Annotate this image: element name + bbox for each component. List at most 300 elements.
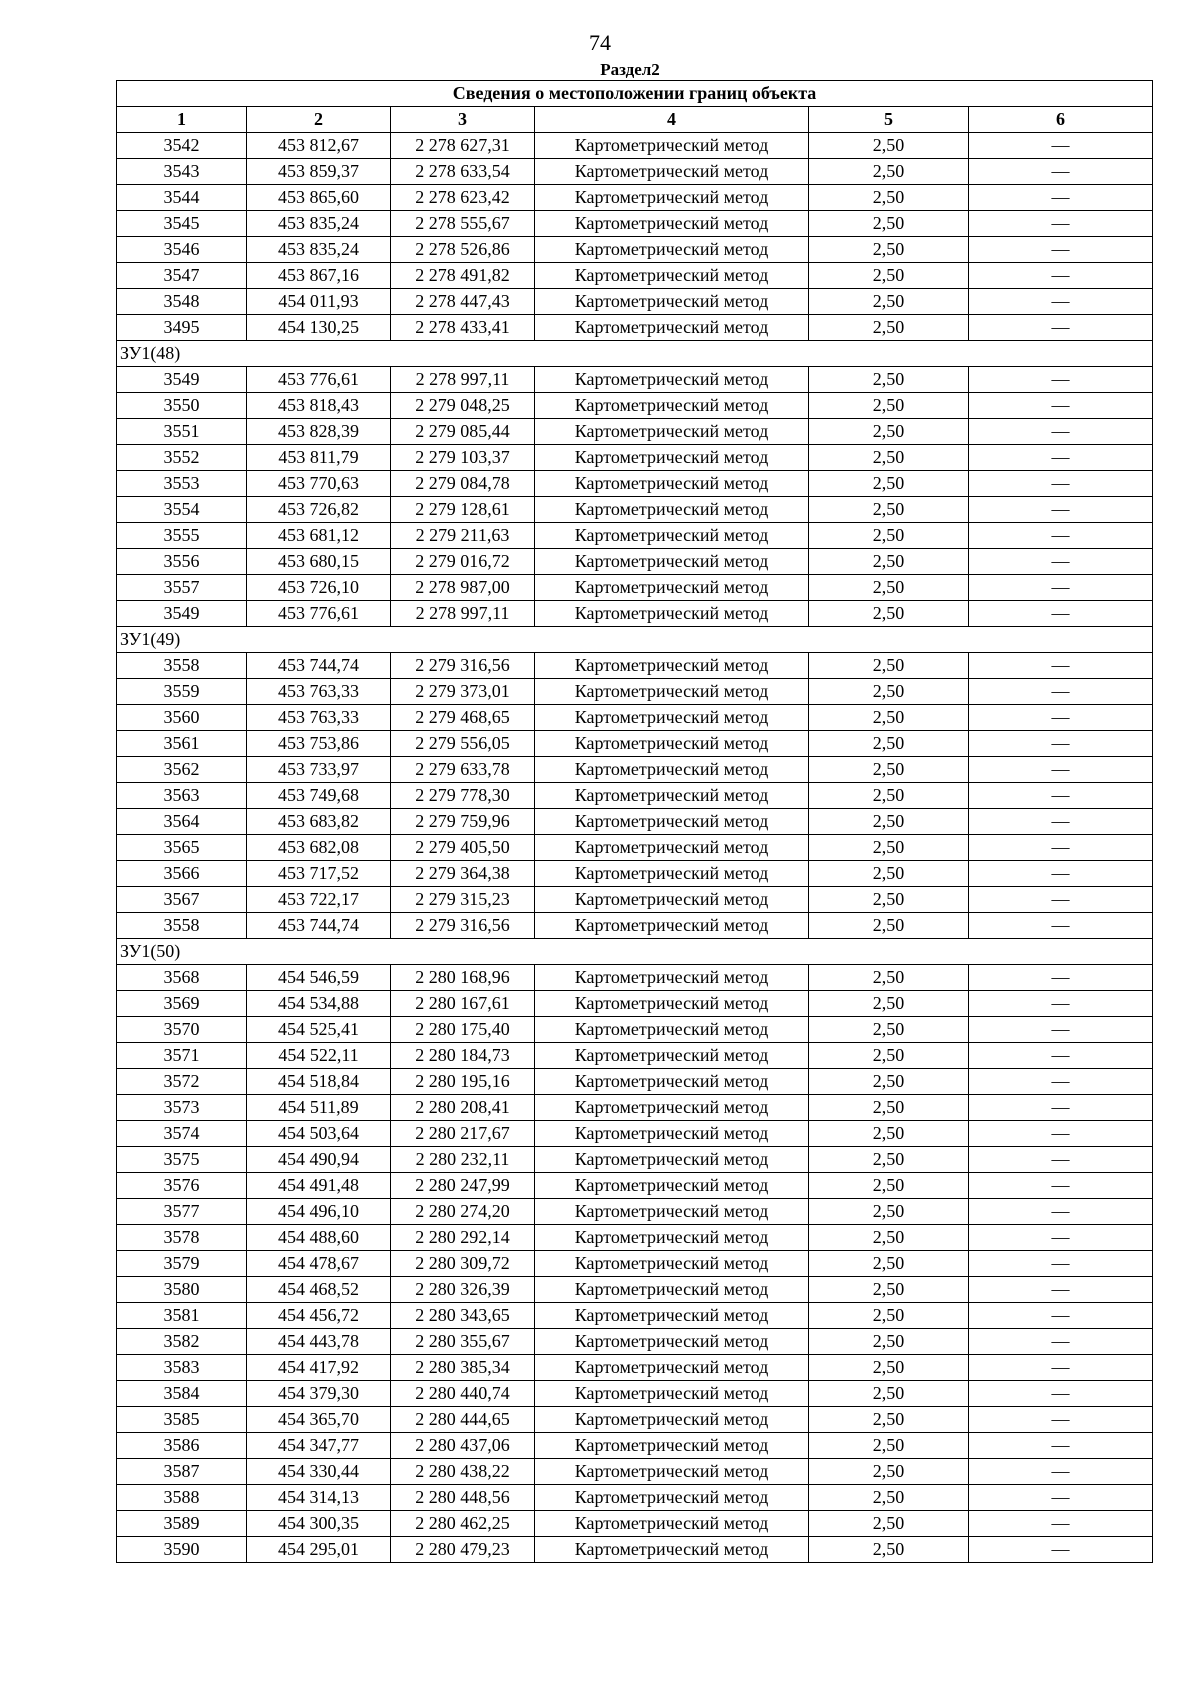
point-number-cell: 3578 (117, 1225, 247, 1251)
x-coordinate-cell: 454 365,70 (247, 1407, 391, 1433)
description-cell: — (969, 1199, 1153, 1225)
y-coordinate-cell: 2 280 217,67 (391, 1121, 535, 1147)
description-cell: — (969, 263, 1153, 289)
column-header-row (117, 107, 1153, 133)
accuracy-cell: 2,50 (809, 1069, 969, 1095)
accuracy-cell: 2,50 (809, 1485, 969, 1511)
description-cell: — (969, 523, 1153, 549)
point-number-cell: 3544 (117, 185, 247, 211)
point-number-cell: 3554 (117, 497, 247, 523)
x-coordinate-cell: 454 456,72 (247, 1303, 391, 1329)
accuracy-cell: 2,50 (809, 653, 969, 679)
x-coordinate-cell: 453 682,08 (247, 835, 391, 861)
x-coordinate-cell: 453 818,43 (247, 393, 391, 419)
method-cell: Картометрический метод (535, 419, 809, 445)
table-row (117, 367, 1153, 393)
accuracy-cell: 2,50 (809, 835, 969, 861)
method-cell: Картометрический метод (535, 1225, 809, 1251)
table-row (117, 1043, 1153, 1069)
y-coordinate-cell: 2 280 232,11 (391, 1147, 535, 1173)
y-coordinate-cell: 2 280 167,61 (391, 991, 535, 1017)
method-cell: Картометрический метод (535, 887, 809, 913)
point-number-cell: 3575 (117, 1147, 247, 1173)
method-cell: Картометрический метод (535, 653, 809, 679)
description-cell: — (969, 159, 1153, 185)
table-row (117, 601, 1153, 627)
accuracy-cell: 2,50 (809, 523, 969, 549)
boundary-coordinates-table (116, 80, 1153, 1563)
x-coordinate-cell: 453 744,74 (247, 653, 391, 679)
y-coordinate-cell: 2 279 316,56 (391, 913, 535, 939)
accuracy-cell: 2,50 (809, 1381, 969, 1407)
x-coordinate-cell: 454 503,64 (247, 1121, 391, 1147)
table-row (117, 1225, 1153, 1251)
table-row (117, 1433, 1153, 1459)
accuracy-cell: 2,50 (809, 445, 969, 471)
x-coordinate-cell: 454 130,25 (247, 315, 391, 341)
method-cell: Картометрический метод (535, 991, 809, 1017)
y-coordinate-cell: 2 280 438,22 (391, 1459, 535, 1485)
point-number-cell: 3586 (117, 1433, 247, 1459)
y-coordinate-cell: 2 279 211,63 (391, 523, 535, 549)
method-cell: Картометрический метод (535, 315, 809, 341)
description-cell: — (969, 367, 1153, 393)
y-coordinate-cell: 2 280 247,99 (391, 1173, 535, 1199)
point-number-cell: 3588 (117, 1485, 247, 1511)
method-cell: Картометрический метод (535, 185, 809, 211)
x-coordinate-cell: 454 300,35 (247, 1511, 391, 1537)
method-cell: Картометрический метод (535, 757, 809, 783)
x-coordinate-cell: 453 776,61 (247, 601, 391, 627)
x-coordinate-cell: 453 835,24 (247, 211, 391, 237)
point-number-cell: 3563 (117, 783, 247, 809)
description-cell: — (969, 1433, 1153, 1459)
description-cell: — (969, 1147, 1153, 1173)
point-number-cell: 3562 (117, 757, 247, 783)
x-coordinate-cell: 453 859,37 (247, 159, 391, 185)
method-cell: Картометрический метод (535, 1381, 809, 1407)
y-coordinate-cell: 2 280 184,73 (391, 1043, 535, 1069)
method-cell: Картометрический метод (535, 133, 809, 159)
table-row (117, 1069, 1153, 1095)
table-row (117, 1017, 1153, 1043)
method-cell: Картометрический метод (535, 1277, 809, 1303)
point-number-cell: 3581 (117, 1303, 247, 1329)
description-cell: — (969, 445, 1153, 471)
description-cell: — (969, 965, 1153, 991)
accuracy-cell: 2,50 (809, 1121, 969, 1147)
point-number-cell: 3548 (117, 289, 247, 315)
accuracy-cell: 2,50 (809, 549, 969, 575)
point-number-cell: 3573 (117, 1095, 247, 1121)
y-coordinate-cell: 2 279 364,38 (391, 861, 535, 887)
description-cell: — (969, 1225, 1153, 1251)
group-header-row (117, 939, 1153, 965)
method-cell: Картометрический метод (535, 289, 809, 315)
method-cell: Картометрический метод (535, 1251, 809, 1277)
table-row (117, 679, 1153, 705)
y-coordinate-cell: 2 278 633,54 (391, 159, 535, 185)
method-cell: Картометрический метод (535, 783, 809, 809)
table-row (117, 1147, 1153, 1173)
method-cell: Картометрический метод (535, 1485, 809, 1511)
point-number-cell: 3568 (117, 965, 247, 991)
point-number-cell: 3553 (117, 471, 247, 497)
description-cell: — (969, 497, 1153, 523)
description-cell: — (969, 289, 1153, 315)
accuracy-cell: 2,50 (809, 575, 969, 601)
table-row (117, 185, 1153, 211)
y-coordinate-cell: 2 278 997,11 (391, 601, 535, 627)
table-row (117, 1303, 1153, 1329)
table-row (117, 575, 1153, 601)
point-number-cell: 3560 (117, 705, 247, 731)
y-coordinate-cell: 2 280 448,56 (391, 1485, 535, 1511)
x-coordinate-cell: 454 443,78 (247, 1329, 391, 1355)
description-cell: — (969, 601, 1153, 627)
x-coordinate-cell: 454 491,48 (247, 1173, 391, 1199)
x-coordinate-cell: 453 763,33 (247, 705, 391, 731)
x-coordinate-cell: 453 770,63 (247, 471, 391, 497)
x-coordinate-cell: 454 478,67 (247, 1251, 391, 1277)
point-number-cell: 3561 (117, 731, 247, 757)
table-row (117, 1121, 1153, 1147)
table-row (117, 1485, 1153, 1511)
description-cell: — (969, 419, 1153, 445)
table-row (117, 1251, 1153, 1277)
method-cell: Картометрический метод (535, 1043, 809, 1069)
description-cell: — (969, 1277, 1153, 1303)
x-coordinate-cell: 454 522,11 (247, 1043, 391, 1069)
table-row (117, 497, 1153, 523)
method-cell: Картометрический метод (535, 913, 809, 939)
y-coordinate-cell: 2 279 315,23 (391, 887, 535, 913)
group-label: ЗУ1(49) (117, 627, 1153, 653)
table-row (117, 1355, 1153, 1381)
y-coordinate-cell: 2 278 987,00 (391, 575, 535, 601)
y-coordinate-cell: 2 280 479,23 (391, 1537, 535, 1563)
description-cell: — (969, 471, 1153, 497)
x-coordinate-cell: 453 812,67 (247, 133, 391, 159)
description-cell: — (969, 1251, 1153, 1277)
table-row (117, 289, 1153, 315)
y-coordinate-cell: 2 279 405,50 (391, 835, 535, 861)
x-coordinate-cell: 454 417,92 (247, 1355, 391, 1381)
accuracy-cell: 2,50 (809, 913, 969, 939)
x-coordinate-cell: 453 680,15 (247, 549, 391, 575)
group-label: ЗУ1(48) (117, 341, 1153, 367)
method-cell: Картометрический метод (535, 1121, 809, 1147)
description-cell: — (969, 575, 1153, 601)
table-row (117, 783, 1153, 809)
table-row (117, 861, 1153, 887)
description-cell: — (969, 913, 1153, 939)
y-coordinate-cell: 2 278 491,82 (391, 263, 535, 289)
y-coordinate-cell: 2 279 778,30 (391, 783, 535, 809)
table-row (117, 653, 1153, 679)
y-coordinate-cell: 2 280 168,96 (391, 965, 535, 991)
point-number-cell: 3589 (117, 1511, 247, 1537)
description-cell: — (969, 731, 1153, 757)
accuracy-cell: 2,50 (809, 1511, 969, 1537)
description-cell: — (969, 653, 1153, 679)
point-number-cell: 3558 (117, 653, 247, 679)
x-coordinate-cell: 454 011,93 (247, 289, 391, 315)
method-cell: Картометрический метод (535, 159, 809, 185)
y-coordinate-cell: 2 278 447,43 (391, 289, 535, 315)
accuracy-cell: 2,50 (809, 965, 969, 991)
accuracy-cell: 2,50 (809, 1303, 969, 1329)
table-row (117, 809, 1153, 835)
accuracy-cell: 2,50 (809, 367, 969, 393)
group-label: ЗУ1(50) (117, 939, 1153, 965)
table-caption: Сведения о местоположении границ объекта (117, 81, 1153, 107)
description-cell: — (969, 991, 1153, 1017)
description-cell: — (969, 1329, 1153, 1355)
point-number-cell: 3577 (117, 1199, 247, 1225)
table-row (117, 1277, 1153, 1303)
accuracy-cell: 2,50 (809, 419, 969, 445)
method-cell: Картометрический метод (535, 601, 809, 627)
y-coordinate-cell: 2 280 292,14 (391, 1225, 535, 1251)
y-coordinate-cell: 2 279 085,44 (391, 419, 535, 445)
x-coordinate-cell: 454 468,52 (247, 1277, 391, 1303)
method-cell: Картометрический метод (535, 523, 809, 549)
x-coordinate-cell: 454 314,13 (247, 1485, 391, 1511)
x-coordinate-cell: 453 865,60 (247, 185, 391, 211)
method-cell: Картометрический метод (535, 1537, 809, 1563)
x-coordinate-cell: 453 811,79 (247, 445, 391, 471)
table-row (117, 1329, 1153, 1355)
table-row (117, 1095, 1153, 1121)
method-cell: Картометрический метод (535, 1173, 809, 1199)
accuracy-cell: 2,50 (809, 1251, 969, 1277)
x-coordinate-cell: 453 726,10 (247, 575, 391, 601)
point-number-cell: 3565 (117, 835, 247, 861)
description-cell: — (969, 757, 1153, 783)
point-number-cell: 3545 (117, 211, 247, 237)
table-caption-row (117, 81, 1153, 107)
point-number-cell: 3570 (117, 1017, 247, 1043)
description-cell: — (969, 887, 1153, 913)
column-header: 6 (969, 107, 1153, 133)
group-header-row (117, 627, 1153, 653)
accuracy-cell: 2,50 (809, 1017, 969, 1043)
description-cell: — (969, 185, 1153, 211)
method-cell: Картометрический метод (535, 393, 809, 419)
accuracy-cell: 2,50 (809, 705, 969, 731)
description-cell: — (969, 1459, 1153, 1485)
table-row (117, 211, 1153, 237)
accuracy-cell: 2,50 (809, 991, 969, 1017)
column-header: 4 (535, 107, 809, 133)
table-row (117, 705, 1153, 731)
description-cell: — (969, 809, 1153, 835)
accuracy-cell: 2,50 (809, 1355, 969, 1381)
table-row (117, 991, 1153, 1017)
accuracy-cell: 2,50 (809, 1433, 969, 1459)
description-cell: — (969, 861, 1153, 887)
method-cell: Картометрический метод (535, 549, 809, 575)
y-coordinate-cell: 2 278 526,86 (391, 237, 535, 263)
method-cell: Картометрический метод (535, 1407, 809, 1433)
y-coordinate-cell: 2 280 462,25 (391, 1511, 535, 1537)
description-cell: — (969, 1355, 1153, 1381)
y-coordinate-cell: 2 280 437,06 (391, 1433, 535, 1459)
accuracy-cell: 2,50 (809, 1537, 969, 1563)
point-number-cell: 3571 (117, 1043, 247, 1069)
method-cell: Картометрический метод (535, 1329, 809, 1355)
point-number-cell: 3552 (117, 445, 247, 471)
point-number-cell: 3590 (117, 1537, 247, 1563)
table-row (117, 1511, 1153, 1537)
column-header: 2 (247, 107, 391, 133)
method-cell: Картометрический метод (535, 1355, 809, 1381)
x-coordinate-cell: 453 835,24 (247, 237, 391, 263)
method-cell: Картометрический метод (535, 1017, 809, 1043)
x-coordinate-cell: 453 681,12 (247, 523, 391, 549)
y-coordinate-cell: 2 279 468,65 (391, 705, 535, 731)
point-number-cell: 3576 (117, 1173, 247, 1199)
table-row (117, 731, 1153, 757)
column-header: 3 (391, 107, 535, 133)
accuracy-cell: 2,50 (809, 757, 969, 783)
table-row (117, 965, 1153, 991)
y-coordinate-cell: 2 279 556,05 (391, 731, 535, 757)
table-row (117, 549, 1153, 575)
accuracy-cell: 2,50 (809, 731, 969, 757)
description-cell: — (969, 679, 1153, 705)
description-cell: — (969, 1173, 1153, 1199)
table-row (117, 315, 1153, 341)
point-number-cell: 3587 (117, 1459, 247, 1485)
accuracy-cell: 2,50 (809, 159, 969, 185)
y-coordinate-cell: 2 280 274,20 (391, 1199, 535, 1225)
method-cell: Картометрический метод (535, 575, 809, 601)
x-coordinate-cell: 453 733,97 (247, 757, 391, 783)
point-number-cell: 3550 (117, 393, 247, 419)
method-cell: Картометрический метод (535, 1095, 809, 1121)
table-row (117, 471, 1153, 497)
method-cell: Картометрический метод (535, 471, 809, 497)
y-coordinate-cell: 2 278 627,31 (391, 133, 535, 159)
table-row (117, 835, 1153, 861)
x-coordinate-cell: 453 763,33 (247, 679, 391, 705)
section-title: Раздел2 (600, 60, 660, 79)
description-cell: — (969, 211, 1153, 237)
y-coordinate-cell: 2 280 309,72 (391, 1251, 535, 1277)
point-number-cell: 3567 (117, 887, 247, 913)
table-row (117, 393, 1153, 419)
x-coordinate-cell: 454 488,60 (247, 1225, 391, 1251)
accuracy-cell: 2,50 (809, 1199, 969, 1225)
x-coordinate-cell: 453 867,16 (247, 263, 391, 289)
description-cell: — (969, 1407, 1153, 1433)
y-coordinate-cell: 2 280 355,67 (391, 1329, 535, 1355)
group-header-row (117, 341, 1153, 367)
column-header: 1 (117, 107, 247, 133)
point-number-cell: 3551 (117, 419, 247, 445)
description-cell: — (969, 1303, 1153, 1329)
description-cell: — (969, 1017, 1153, 1043)
point-number-cell: 3569 (117, 991, 247, 1017)
point-number-cell: 3559 (117, 679, 247, 705)
description-cell: — (969, 1485, 1153, 1511)
point-number-cell: 3555 (117, 523, 247, 549)
y-coordinate-cell: 2 280 195,16 (391, 1069, 535, 1095)
y-coordinate-cell: 2 279 103,37 (391, 445, 535, 471)
method-cell: Картометрический метод (535, 1433, 809, 1459)
y-coordinate-cell: 2 279 084,78 (391, 471, 535, 497)
description-cell: — (969, 705, 1153, 731)
table-row (117, 1199, 1153, 1225)
point-number-cell: 3558 (117, 913, 247, 939)
y-coordinate-cell: 2 280 208,41 (391, 1095, 535, 1121)
table-row (117, 1381, 1153, 1407)
accuracy-cell: 2,50 (809, 497, 969, 523)
table-row (117, 1459, 1153, 1485)
method-cell: Картометрический метод (535, 705, 809, 731)
y-coordinate-cell: 2 279 759,96 (391, 809, 535, 835)
table-row (117, 913, 1153, 939)
description-cell: — (969, 1095, 1153, 1121)
description-cell: — (969, 1511, 1153, 1537)
y-coordinate-cell: 2 280 385,34 (391, 1355, 535, 1381)
accuracy-cell: 2,50 (809, 289, 969, 315)
method-cell: Картометрический метод (535, 1511, 809, 1537)
point-number-cell: 3547 (117, 263, 247, 289)
table-row (117, 445, 1153, 471)
y-coordinate-cell: 2 280 444,65 (391, 1407, 535, 1433)
description-cell: — (969, 133, 1153, 159)
description-cell: — (969, 549, 1153, 575)
point-number-cell: 3543 (117, 159, 247, 185)
x-coordinate-cell: 454 525,41 (247, 1017, 391, 1043)
method-cell: Картометрический метод (535, 237, 809, 263)
table-row (117, 1173, 1153, 1199)
description-cell: — (969, 835, 1153, 861)
x-coordinate-cell: 453 726,82 (247, 497, 391, 523)
table-row (117, 263, 1153, 289)
point-number-cell: 3546 (117, 237, 247, 263)
x-coordinate-cell: 454 347,77 (247, 1433, 391, 1459)
table-row (117, 237, 1153, 263)
y-coordinate-cell: 2 279 016,72 (391, 549, 535, 575)
y-coordinate-cell: 2 280 326,39 (391, 1277, 535, 1303)
y-coordinate-cell: 2 279 048,25 (391, 393, 535, 419)
accuracy-cell: 2,50 (809, 237, 969, 263)
y-coordinate-cell: 2 278 997,11 (391, 367, 535, 393)
method-cell: Картометрический метод (535, 1199, 809, 1225)
y-coordinate-cell: 2 280 175,40 (391, 1017, 535, 1043)
accuracy-cell: 2,50 (809, 315, 969, 341)
description-cell: — (969, 237, 1153, 263)
description-cell: — (969, 315, 1153, 341)
table-row (117, 523, 1153, 549)
accuracy-cell: 2,50 (809, 887, 969, 913)
accuracy-cell: 2,50 (809, 679, 969, 705)
accuracy-cell: 2,50 (809, 1329, 969, 1355)
table-body (117, 133, 1153, 1563)
y-coordinate-cell: 2 280 343,65 (391, 1303, 535, 1329)
x-coordinate-cell: 454 295,01 (247, 1537, 391, 1563)
x-coordinate-cell: 453 744,74 (247, 913, 391, 939)
y-coordinate-cell: 2 279 316,56 (391, 653, 535, 679)
method-cell: Картометрический метод (535, 367, 809, 393)
accuracy-cell: 2,50 (809, 185, 969, 211)
accuracy-cell: 2,50 (809, 1277, 969, 1303)
point-number-cell: 3572 (117, 1069, 247, 1095)
